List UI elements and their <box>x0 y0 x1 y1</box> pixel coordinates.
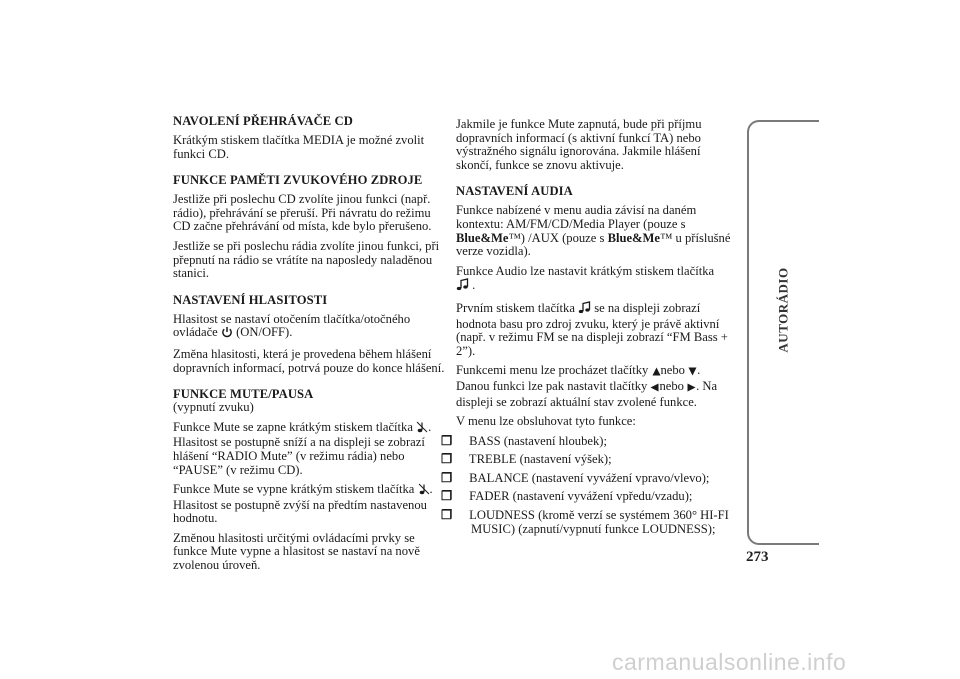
list-item: ❒ FADER (nastavení vyvážení vpředu/vzadu); <box>441 489 693 504</box>
paragraph: Jestliže se při poslechu rádia zvolíte jinou funkci, při přepnutí na rádio se vrátíte na naposledy naladěnou stanici. <box>173 238 440 281</box>
paragraph: Jestliže při poslechu CD zvolíte jinou funkci (např. rádio), přehrávání se přeruší. Při návratu do režimu CD začne přehrávání od místa, kde bylo přerušeno. <box>173 192 432 234</box>
triangle-right-icon <box>687 382 696 396</box>
paragraph: Změnou hlasitosti určitými ovládacími prvky se funkce Mute vypne a hlasitost se nastaví na nově zvolenou úroveň. <box>173 530 420 573</box>
chapter-tab-label: AUTORÁDIO <box>776 267 792 353</box>
watermark: carmanualsonline.info <box>612 649 847 675</box>
paragraph: Hlasitost se nastaví otočením tlačítka/otočného ovládače (ON/OFF). <box>173 313 451 342</box>
section-title-volume: NASTAVENÍ HLASITOSTI <box>173 292 328 307</box>
page-number: 273 <box>746 549 769 565</box>
list-item: ❒ BASS (nastavení hloubek); <box>441 433 607 448</box>
section-title-memory: FUNKCE PAMĚTI ZVUKOVÉHO ZDROJE <box>173 173 423 188</box>
audio-note-icon <box>578 301 591 318</box>
section-title-cd: NAVOLENÍ PŘEHRÁVAČE CD <box>173 114 353 128</box>
mute-icon <box>418 483 430 499</box>
audio-note-icon <box>456 278 469 295</box>
paragraph: Funkce Mute se zapne krátkým stiskem tlačítka . Hlasitost se postupně sníží a na displeji se zobrazí hlášení “RADIO Mute” (v režimu rádia) nebo “PAUSE” (v režimu CD). <box>173 419 432 477</box>
right-column <box>441 117 734 541</box>
section-title-mute: FUNKCE MUTE/PAUSA <box>173 387 314 402</box>
paragraph: Funkce nabízené v menu audia závisí na daném kontextu: AM/FM/CD/Media Player (pouze s Blue&Me™) /AUX (pouze s Blue&Me™ u příslušné verze vozidla). <box>456 203 731 259</box>
list-item: ❒ BALANCE (nastavení vyvážení vpravo/vlevo); <box>441 470 710 485</box>
power-icon <box>221 326 233 342</box>
paragraph: Krátkým stiskem tlačítka MEDIA je možné zvolit funkci CD. <box>173 133 425 161</box>
subtitle: (vypnutí zvuku) <box>173 400 254 415</box>
left-column <box>173 114 451 579</box>
paragraph: Změna hlasitosti, která je provedena během hlášení dopravních informací, potrvá pouze do konce hlášení. <box>173 346 445 375</box>
triangle-up-icon <box>652 366 661 380</box>
mute-icon <box>416 421 428 437</box>
list-item: ❒ TREBLE (nastavení výšek); <box>441 452 612 467</box>
bullet-list <box>441 433 734 537</box>
paragraph: Prvním stiskem tlačítka se na displeji zobrazí hodnota basu pro zdroj zvuku, který je právě aktivní (např. v režimu FM se na displeji zobrazí “FM Bass + 2”). <box>456 300 728 358</box>
paragraph: Jakmile je funkce Mute zapnutá, bude při příjmu dopravních informací (s aktivní funkcí TA) nebo výstražného signálu ignorována. Jakmile hlášení skončí, funkce se znovu aktivuje. <box>456 117 702 172</box>
triangle-down-icon <box>688 366 697 380</box>
list-item: ❒ LOUDNESS (kromě verzí se systémem 360° HI-FI MUSIC) (zapnutí/vypnutí funkce LOUDNESS); <box>441 508 729 536</box>
paragraph: Funkce Mute se vypne krátkým stiskem tlačítka . Hlasitost se postupně zvýší na předtím nastavenou hodnotu. <box>173 482 433 526</box>
paragraph: Funkce Audio lze nastavit krátkým stiskem tlačítka . <box>456 265 734 295</box>
paragraph: Funkcemi menu lze procházet tlačítky nebo . Danou funkci lze pak nastavit tlačítky nebo . Na displeji se zobrazí aktuální stav zvolené funkce. <box>456 363 718 409</box>
paragraph: V menu lze obsluhovat tyto funkce: <box>456 414 636 429</box>
section-title-audio: NASTAVENÍ AUDIA <box>456 184 573 199</box>
